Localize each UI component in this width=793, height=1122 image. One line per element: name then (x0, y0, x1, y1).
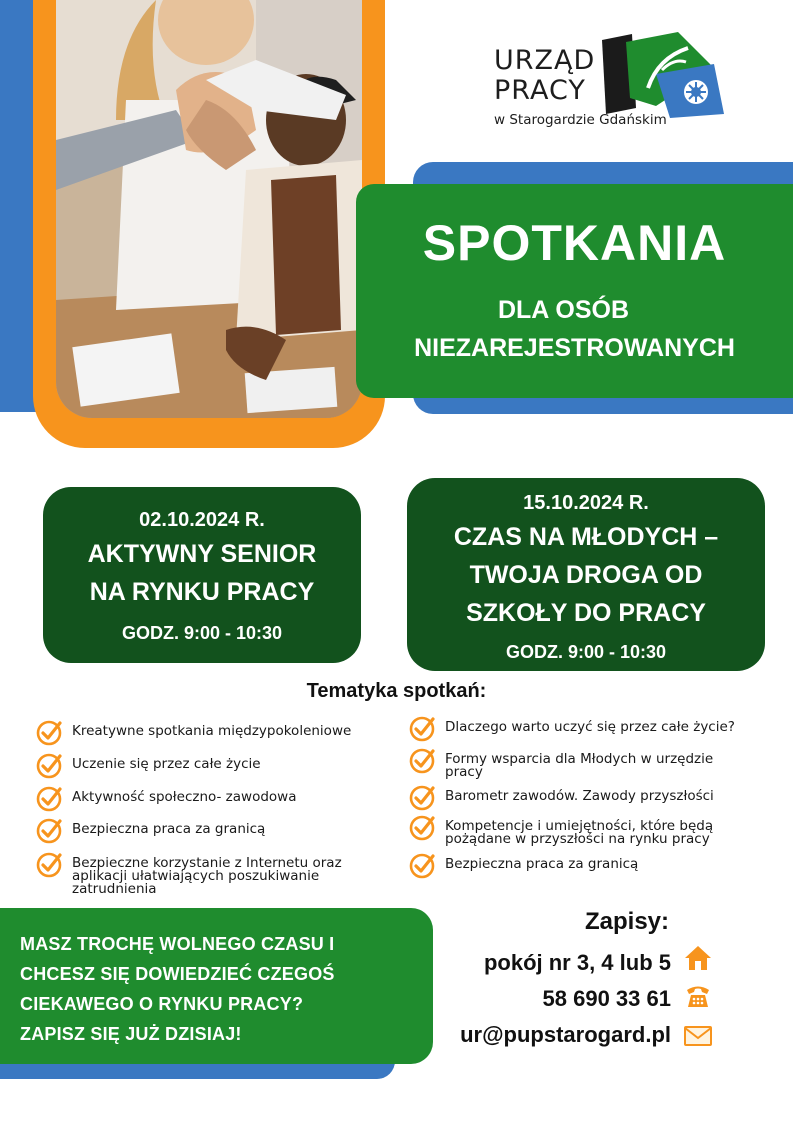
check-icon (409, 716, 435, 742)
topic-text: Bezpieczna praca za granicą (72, 821, 266, 837)
topic-item (36, 720, 351, 746)
topic-text: Uczenie się przez całe życie (72, 756, 261, 772)
cta-line: CIEKAWEGO O RYNKU PRACY? (20, 994, 304, 1014)
check-icon (409, 785, 435, 811)
event-title-line: TWOJA DROGA OD (469, 561, 703, 589)
event-date: 02.10.2024 R. (139, 509, 265, 531)
event-title (407, 518, 765, 632)
phone-icon (683, 982, 713, 1010)
topic-item (36, 818, 265, 844)
cta-line: ZAPISZ SIĘ JUŻ DZISIAJ! (20, 1024, 242, 1044)
cta-line: MASZ TROCHĘ WOLNEGO CZASU I (20, 934, 335, 954)
topic-text: Aktywność społeczno- zawodowa (72, 789, 297, 805)
topic-item (409, 815, 713, 846)
banner-subtitle-line2: NIEZAREJESTROWANYCH (414, 334, 735, 362)
topic-text (445, 753, 713, 779)
event-title-line: AKTYWNY SENIOR (87, 540, 317, 568)
topic-text-line: zatrudnienia (72, 881, 157, 897)
topic-item (409, 785, 714, 811)
event-time: GODZ. 9:00 - 10:30 (505, 642, 667, 662)
cta-line: CHCESZ SIĘ DOWIEDZIEĆ CZEGOŚ (20, 964, 335, 984)
title-banner (356, 184, 793, 398)
event-card-youth (407, 478, 765, 671)
check-icon (36, 786, 62, 812)
event-title (43, 535, 361, 611)
logo-line-city: w Starogardzie Gdańskim (494, 112, 667, 128)
topic-text: Bezpieczna praca za granicą (445, 856, 639, 872)
event-time: GODZ. 9:00 - 10:30 (121, 623, 283, 643)
signup-heading: Zapisy: (585, 908, 670, 935)
topic-item (409, 716, 735, 742)
topic-text-line: Kompetencje i umiejętności, które będą (445, 818, 714, 834)
banner-subtitle-line1: DLA OSÓB (497, 296, 630, 324)
event-title-line: NA RYNKU PRACY (89, 578, 315, 606)
logo-line-urzad: URZĄD (494, 45, 596, 76)
topic-text-line: Formy wsparcia dla Młodych w urzędzie (445, 751, 714, 767)
team-high-five-photo (56, 0, 362, 418)
check-icon (36, 852, 62, 878)
check-icon (36, 720, 62, 746)
urzad-pracy-logo-mark (596, 28, 728, 118)
topics-heading: Tematyka spotkań: (306, 680, 487, 702)
check-icon (409, 815, 435, 841)
event-card-senior (43, 487, 361, 663)
topic-text-line: pracy (445, 764, 483, 780)
topic-text (445, 820, 713, 846)
event-title-line: CZAS NA MŁODYCH – (453, 523, 719, 551)
call-to-action-box (0, 908, 433, 1064)
signup-phone: 58 690 33 61 (542, 986, 671, 1011)
event-title-line: SZKOŁY DO PRACY (466, 599, 706, 627)
topic-item (409, 853, 638, 879)
topic-item (36, 753, 261, 779)
topic-text-line: Bezpieczne korzystanie z Internetu oraz (72, 855, 342, 871)
signup-room: pokój nr 3, 4 lub 5 (483, 950, 671, 975)
topic-text: Kreatywne spotkania międzypokoleniowe (72, 723, 352, 739)
topic-text-line: pożądane w przyszłości na rynku pracy (445, 831, 710, 847)
topic-item (36, 786, 296, 812)
banner-title: SPOTKANIA (422, 215, 727, 271)
logo-line-pracy: PRACY (494, 75, 586, 106)
house-icon (683, 944, 713, 972)
topic-text-line: aplikacji ułatwiających poszukiwanie (72, 868, 320, 884)
check-icon (36, 753, 62, 779)
topic-text: Dlaczego warto uczyć się przez całe życie? (445, 719, 735, 735)
check-icon (36, 818, 62, 844)
topic-text (72, 857, 342, 896)
topic-item (36, 852, 342, 896)
event-date: 15.10.2024 R. (523, 492, 649, 514)
check-icon (409, 853, 435, 879)
signup-email[interactable]: ur@pupstarogard.pl (460, 1022, 671, 1047)
topic-item (409, 748, 713, 779)
check-icon (409, 748, 435, 774)
topic-text: Barometr zawodów. Zawody przyszłości (445, 788, 714, 804)
envelope-icon (683, 1022, 713, 1050)
